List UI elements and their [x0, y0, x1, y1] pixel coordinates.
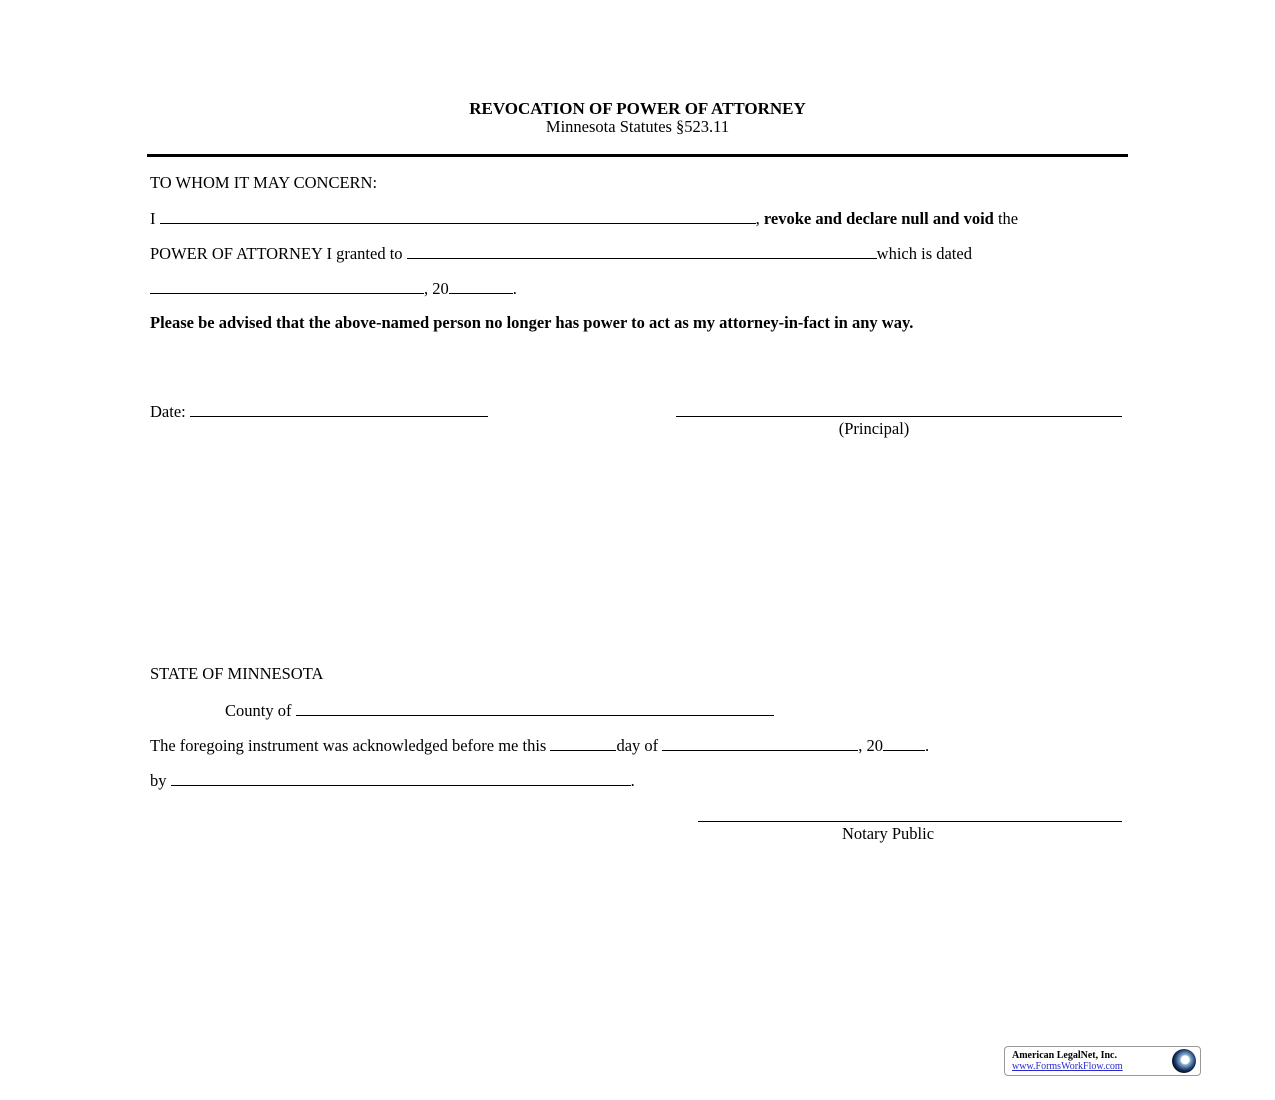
ack-year-blank[interactable] — [883, 736, 925, 751]
company-name: American LegalNet, Inc. — [1012, 1050, 1117, 1061]
date-blank[interactable] — [190, 402, 488, 417]
ack-start: The foregoing instrument was acknowledged before me this — [150, 736, 547, 755]
comma: , — [755, 209, 760, 228]
advisory-text: Please be advised that the above-named person no longer has power to act as my attorney-in-fact in any way. — [150, 313, 914, 332]
header-divider — [147, 154, 1128, 157]
globe-logo-icon — [1172, 1049, 1196, 1073]
day-of: day of — [616, 736, 659, 755]
notary-signature-line[interactable] — [698, 821, 1122, 822]
by-label: by — [150, 771, 167, 790]
county-label: County of — [225, 701, 292, 720]
line1-start: I — [150, 209, 156, 228]
day-blank[interactable] — [550, 736, 616, 751]
principal-name-blank[interactable] — [160, 209, 756, 224]
county-blank[interactable] — [296, 701, 774, 716]
line2-start: POWER OF ATTORNEY I granted to — [150, 244, 403, 263]
dated-blank[interactable] — [150, 279, 424, 294]
month-blank[interactable] — [662, 736, 858, 751]
period: . — [925, 736, 930, 755]
date-field — [150, 402, 488, 422]
document-title: REVOCATION OF POWER OF ATTORNEY — [469, 99, 806, 118]
ack-year: , 20 — [858, 736, 884, 755]
year-prefix: , 20 — [424, 279, 449, 298]
notary-label: Notary Public — [841, 824, 935, 843]
by-blank[interactable] — [171, 771, 631, 786]
document-subtitle: Minnesota Statutes §523.11 — [545, 117, 730, 136]
attorney-name-blank[interactable] — [407, 244, 877, 259]
period: . — [630, 771, 635, 790]
date-line — [150, 279, 517, 299]
principal-label: (Principal) — [838, 419, 910, 438]
company-url-link[interactable]: www.FormsWorkFlow.com — [1012, 1061, 1123, 1072]
county-field — [225, 701, 774, 721]
by-line — [150, 771, 635, 791]
granted-line — [150, 244, 972, 264]
revocation-line — [150, 209, 1018, 229]
state-label: STATE OF MINNESOTA — [150, 664, 324, 683]
period: . — [512, 279, 517, 298]
principal-signature-line[interactable] — [676, 416, 1122, 417]
line1-end: the — [997, 209, 1019, 228]
footer-badge[interactable] — [1004, 1046, 1201, 1076]
year-blank[interactable] — [449, 279, 513, 294]
date-label: Date: — [150, 402, 186, 421]
revoke-text: revoke and declare null and void — [763, 209, 994, 228]
salutation: TO WHOM IT MAY CONCERN: — [150, 173, 378, 192]
line2-end: which is dated — [876, 244, 972, 263]
acknowledgment-line — [150, 736, 929, 756]
